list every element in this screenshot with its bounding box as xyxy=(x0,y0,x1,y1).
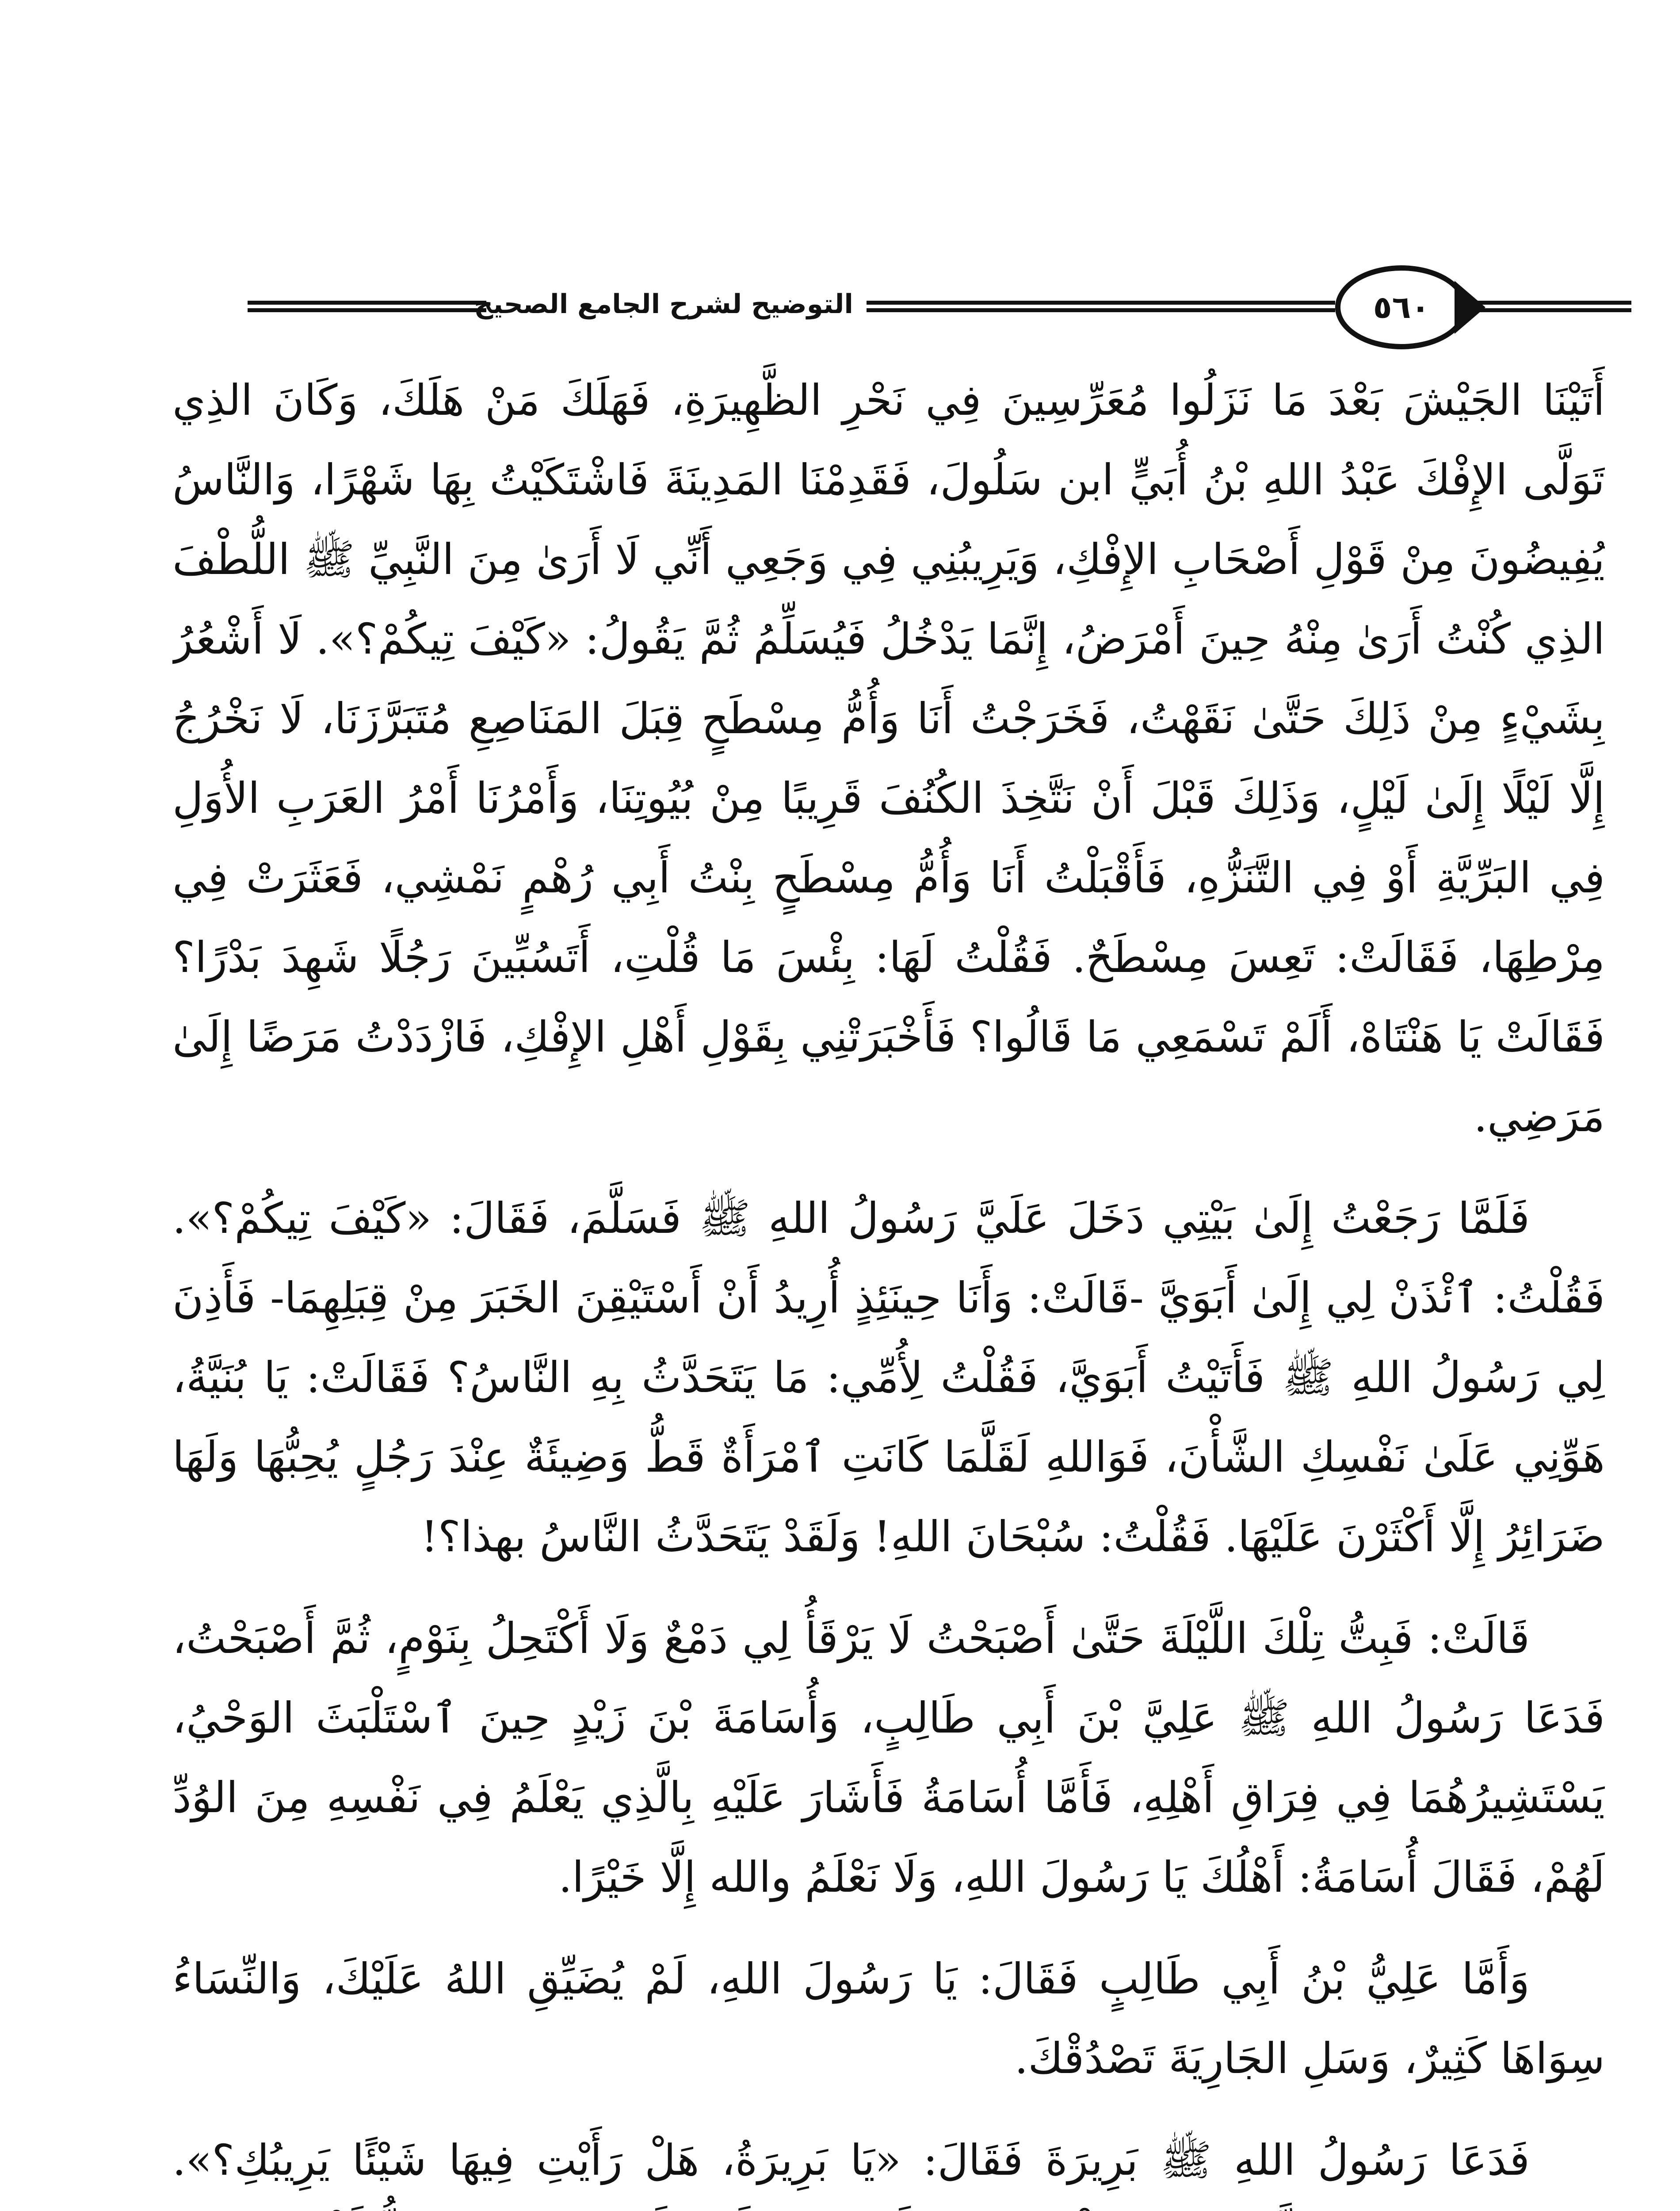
paragraph-1: أَتَيْنَا الجَيْشَ بَعْدَ مَا نَزَلُوا مُعَرِّسِينَ فِي نَحْرِ الظَّهِيرَةِ، فَهَلَكَ مَنْ هَلَكَ، وَكَانَ الذِي تَوَلَّى الإِفْكَ عَبْدُ اللهِ بْنُ أُبَيٍّ ابن سَلُولَ، فَقَدِمْنَا المَدِينَةَ فَاشْتَكَيْتُ بِهَا شَهْرًا، وَالنَّاسُ يُفِيضُونَ مِنْ قَوْلِ أَصْحَابِ الإِفْكِ، وَيَرِيبُنِي فِي وَجَعِي أَنِّي لَا أَرَىٰ مِنَ النَّبِيِّ ﷺ اللُّطْفَ الذِي كُنْتُ أَرَىٰ مِنْهُ حِينَ أَمْرَضُ، إِنَّمَا يَدْخُلُ فَيُسَلِّمُ ثُمَّ يَقُولُ: «كَيْفَ تِيكُمْ؟». لَا أَشْعُرُ بِشَيْءٍ مِنْ ذَلِكَ حَتَّىٰ نَقَهْتُ، فَخَرَجْتُ أَنَا وَأُمُّ مِسْطَحٍ قِبَلَ المَنَاصِعِ مُتَبَرَّزَنَا، لَا نَخْرُجُ إِلَّا لَيْلًا إِلَىٰ لَيْلٍ، وَذَلِكَ قَبْلَ أَنْ نَتَّخِذَ الكُنُفَ قَرِيبًا مِنْ بُيُوتِنَا، وَأَمْرُنَا أَمْرُ العَرَبِ الأُوَلِ فِي البَرِّيَّةِ أَوْ فِي التَّنَزُّهِ، فَأَقْبَلْتُ أَنَا وَأُمُّ مِسْطَحٍ بِنْتُ أَبِي رُهْمٍ نَمْشِي، فَعَثَرَتْ فِي مِرْطِهَا، فَقَالَتْ: تَعِسَ مِسْطَحٌ. فَقُلْتُ لَهَا: بِئْسَ مَا قُلْتِ، أَتَسُبِّينَ رَجُلًا شَهِدَ بَدْرًا؟ فَقَالَتْ يَا هَنْتَاهْ، أَلَمْ تَسْمَعِي مَا قَالُوا؟ فَأَخْبَرَتْنِي بِقَوْلِ أَهْلِ الإِفْكِ، فَازْدَدْتُ مَرَضًا إِلَىٰ مَرَضِي. xyxy=(172,375,1605,1141)
header-rule-left xyxy=(248,301,486,312)
paragraph-3: قَالَتْ: فَبِتُّ تِلْكَ اللَّيْلَةَ حَتَّىٰ أَصْبَحْتُ لَا يَرْقَأُ لِي دَمْعٌ وَلَا أَكْتَحِلُ بِنَوْمٍ، ثُمَّ أَصْبَحْتُ، فَدَعَا رَسُولُ اللهِ ﷺ عَلِيَّ بْنَ أَبِي طَالِبٍ، وَأُسَامَةَ بْنَ زَيْدٍ حِينَ ٱسْتَلْبَثَ الوَحْيُ، يَسْتَشِيرُهُمَا فِي فِرَاقِ أَهْلِهِ، فَأَمَّا أُسَامَةُ فَأَشَارَ عَلَيْهِ بِالَّذِي يَعْلَمُ فِي نَفْسِهِ مِنَ الوُدِّ لَهُمْ، فَقَالَ أُسَامَةُ: أَهْلُكَ يَا رَسُولَ اللهِ، وَلَا نَعْلَمُ والله إِلَّا خَيْرًا. xyxy=(172,1614,1605,1902)
paragraph-5: فَدَعَا رَسُولُ اللهِ ﷺ بَرِيرَةَ فَقَالَ: «يَا بَرِيرَةُ، هَلْ رَأَيْتِ فِيهَا شَيْئًا يَرِيبُكِ؟». xyxy=(172,2135,1530,2185)
page-number: ٥٦٠ xyxy=(1335,265,1468,349)
paragraph-4: وَأَمَّا عَلِيُّ بْنُ أَبِي طَالِبٍ فَقَالَ: يَا رَسُولَ اللهِ، لَمْ يُضَيِّقِ اللهُ عَلَيْكَ، وَالنِّسَاءُ سِوَاهَا كَثِيرٌ، وَسَلِ الجَارِيَةَ تَصْدُقْكَ. xyxy=(172,1954,1605,2083)
paragraph-2: فَلَمَّا رَجَعْتُ إِلَىٰ بَيْتِي دَخَلَ عَلَيَّ رَسُولُ اللهِ ﷺ فَسَلَّمَ، فَقَالَ: «كَيْفَ تِيكُمْ؟». فَقُلْتُ: ٱئْذَنْ لِي إِلَىٰ أَبَوَيَّ -قَالَتْ: وَأَنَا حِينَئِذٍ أُرِيدُ أَنْ أَسْتَيْقِنَ الخَبَرَ مِنْ قِبَلِهِمَا- فَأَذِنَ لِي رَسُولُ اللهِ ﷺ فَأَتَيْتُ أَبَوَيَّ، فَقُلْتُ لِأُمِّي: مَا يَتَحَدَّثُ بِهِ النَّاسُ؟ فَقَالَتْ: يَا بُنَيَّةُ، هَوِّنِي عَلَىٰ نَفْسِكِ الشَّأْنَ، فَوَاللهِ لَقَلَّمَا كَانَتِ ٱمْرَأَةٌ قَطُّ وَضِيئَةٌ عِنْدَ رَجُلٍ يُحِبُّهَا وَلَهَا ضَرَائِرُ إِلَّا أَكْثَرْنَ عَلَيْهَا. فَقُلْتُ: سُبْحَانَ اللهِ! وَلَقَدْ يَتَحَدَّثُ النَّاسُ بهذا؟! xyxy=(172,1193,1605,1561)
header-rule-right xyxy=(1459,301,1631,312)
page-body xyxy=(172,360,1605,2211)
running-header xyxy=(248,265,1631,358)
header-rule-middle xyxy=(867,301,1335,312)
running-title: التوضيح لشرح الجامع الصحيح xyxy=(474,289,853,320)
